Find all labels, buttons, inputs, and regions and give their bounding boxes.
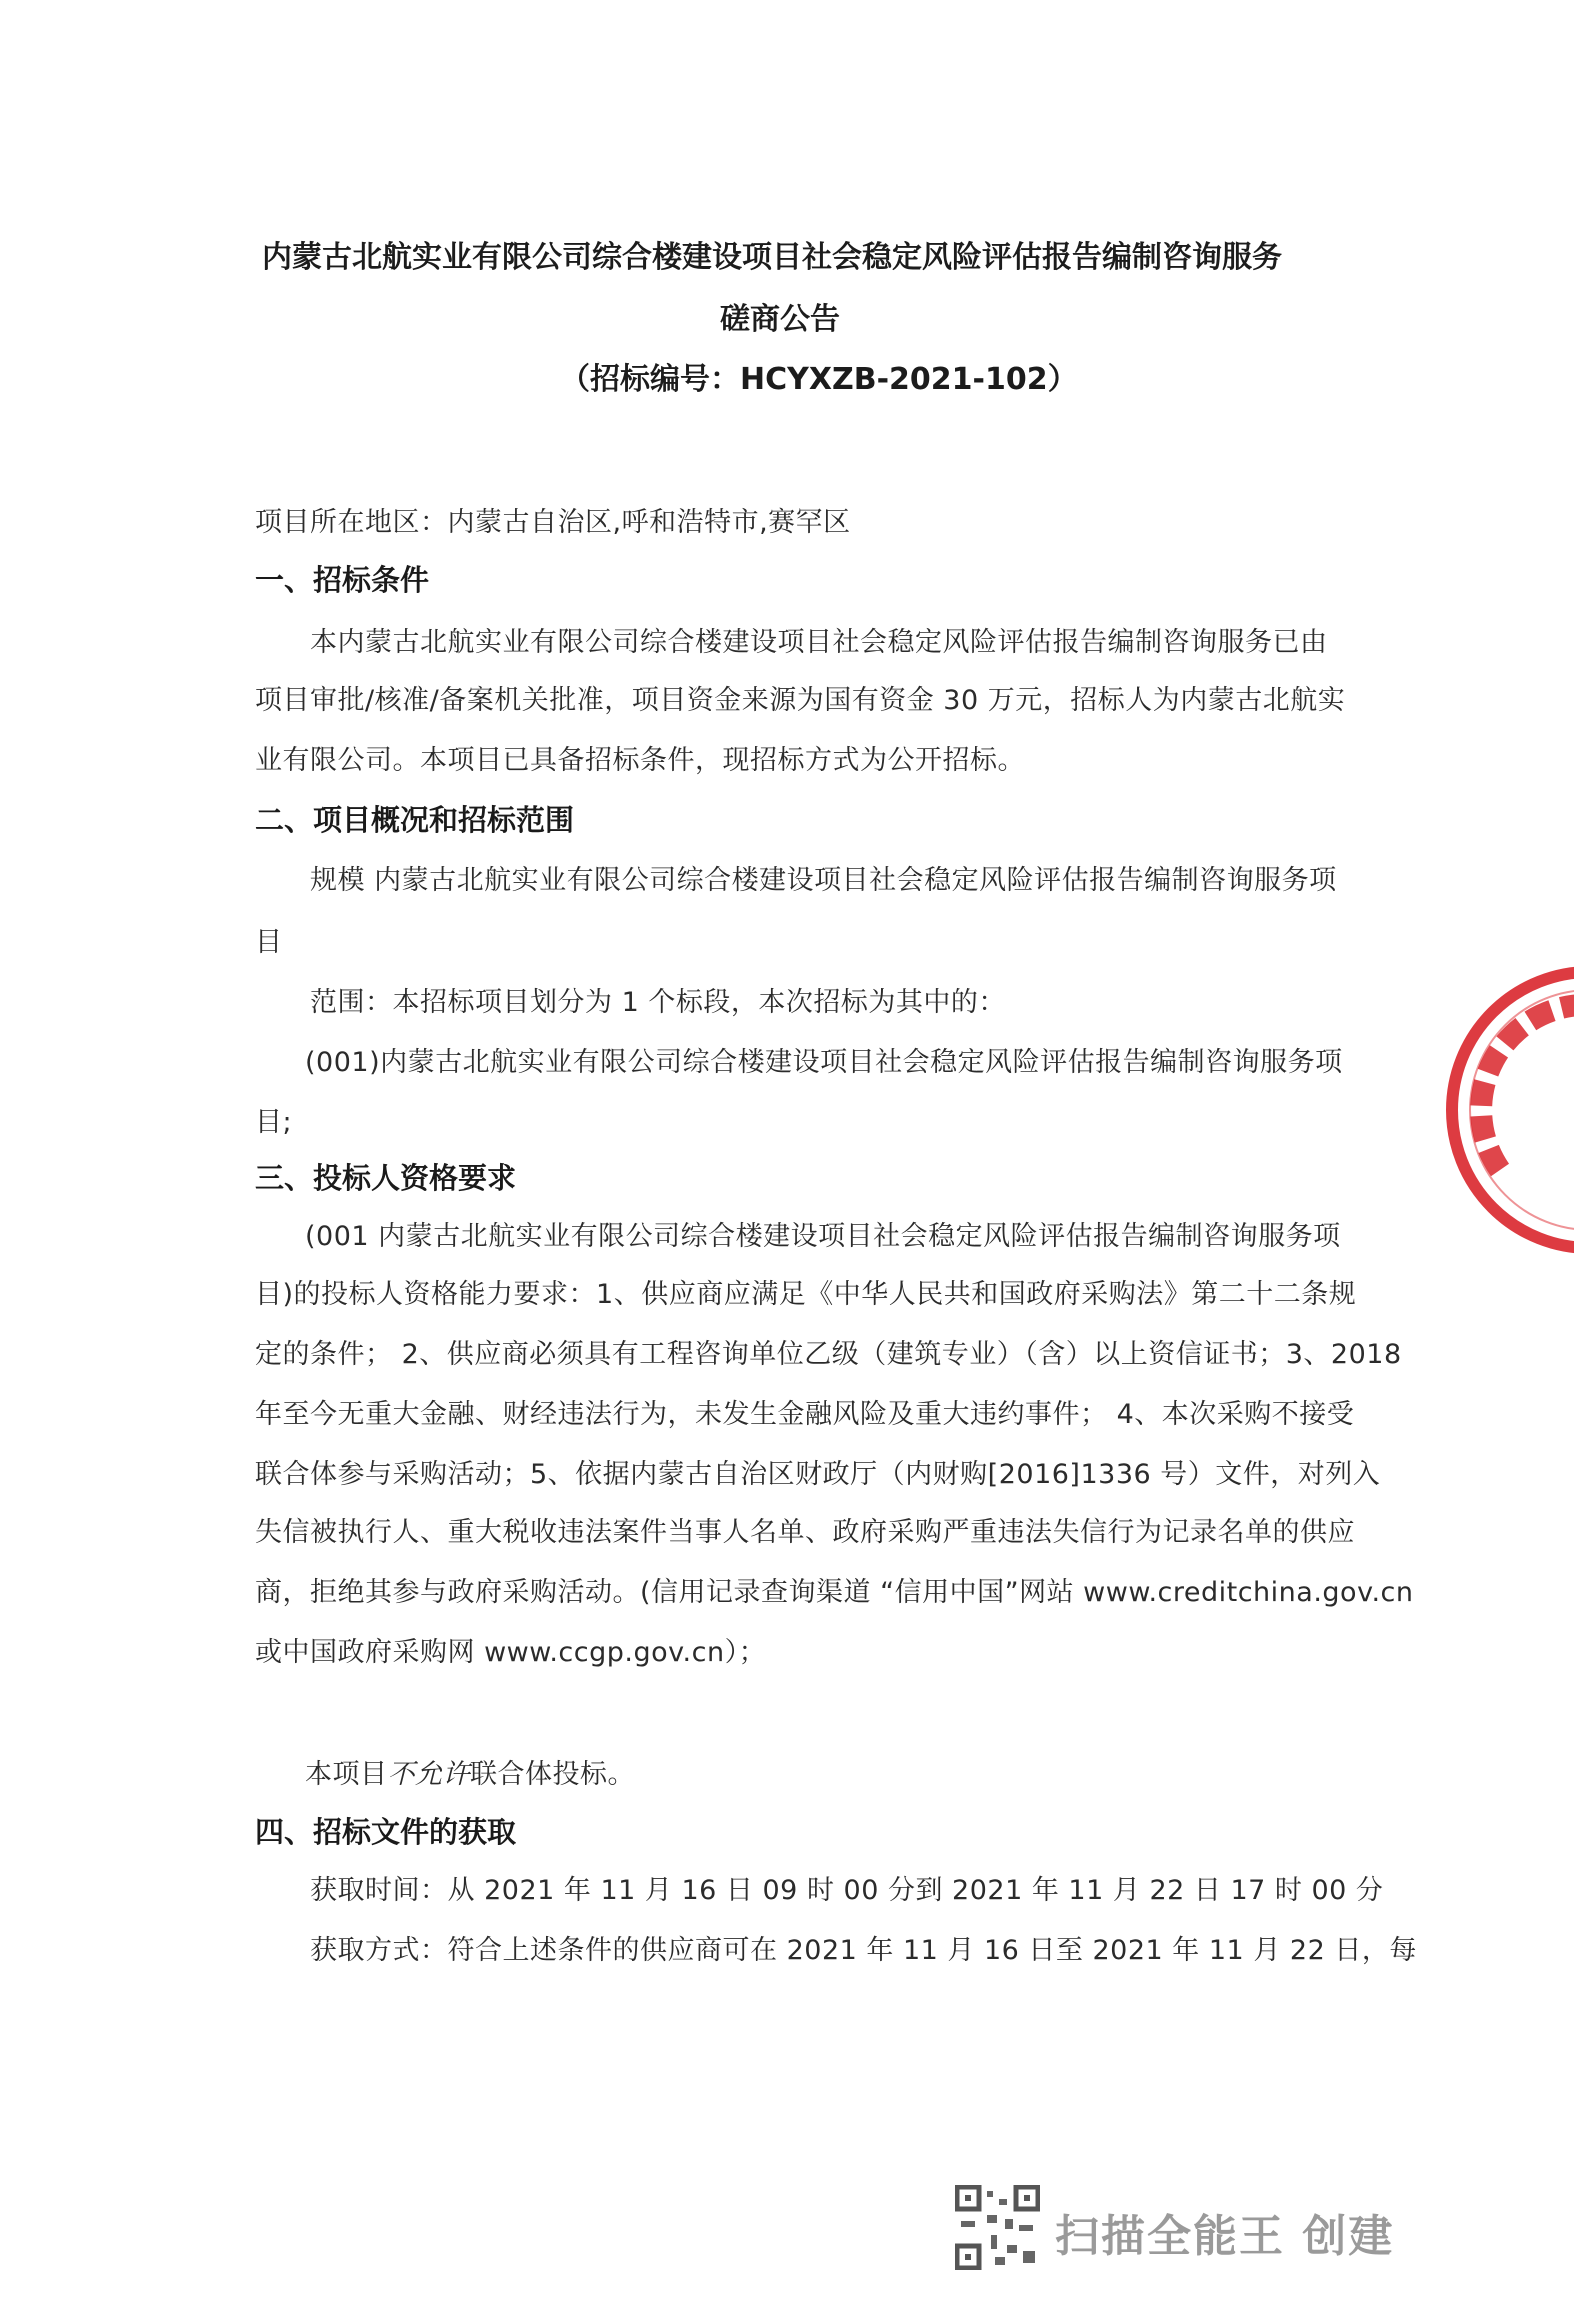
consortium-note	[305, 1752, 635, 1791]
section-3-line: 目)的投标人资格能力要求：1、供应商应满足《中华人民共和国政府采购法》第二十二条规	[255, 1279, 1357, 1310]
section-2-line: (001)内蒙古北航实业有限公司综合楼建设项目社会稳定风险评估报告编制咨询服务项	[305, 1047, 1343, 1078]
consortium-note-suffix: 联合体投标。	[470, 1759, 635, 1790]
consortium-note-emphasis: 不允许	[387, 1759, 470, 1790]
section-3-line: 联合体参与采购活动；5、依据内蒙古自治区财政厅（内财购[2016]1336 号）文件，对列入	[255, 1459, 1381, 1490]
company-seal-stamp	[1440, 960, 1574, 1260]
section-2-line: 范围：本招标项目划分为 1 个标段，本次招标为其中的：	[310, 987, 1006, 1018]
document-title-line-2: 磋商公告	[720, 302, 840, 337]
section-3-line: 或中国政府采购网 www.ccgp.gov.cn）；	[255, 1637, 767, 1668]
section-2-heading: 二、项目概况和招标范围	[255, 803, 575, 837]
section-3-line: (001 内蒙古北航实业有限公司综合楼建设项目社会稳定风险评估报告编制咨询服务项	[305, 1221, 1341, 1252]
scanner-watermark: 扫描全能王 创建	[1055, 2211, 1395, 2262]
consortium-note-prefix: 本项目	[305, 1759, 388, 1790]
section-3-line: 定的条件； 2、供应商必须具有工程咨询单位乙级（建筑专业）（含）以上资信证书；3、2018	[255, 1339, 1402, 1370]
section-4-heading: 四、招标文件的获取	[255, 1815, 517, 1849]
document-title-line-1: 内蒙古北航实业有限公司综合楼建设项目社会稳定风险评估报告编制咨询服务	[262, 240, 1282, 275]
section-2-line: 目;	[255, 1107, 293, 1138]
section-3-line: 年至今无重大金融、财经违法行为，未发生金融风险及重大违约事件； 4、本次采购不接受	[255, 1399, 1355, 1430]
section-3-heading: 三、投标人资格要求	[255, 1161, 517, 1195]
qr-code-icon	[955, 2185, 1040, 2270]
acquisition-time: 获取时间：从 2021 年 11 月 16 日 09 时 00 分到 2021 年 11 月 22 日 17 时 00 分	[310, 1875, 1384, 1906]
section-3-line: 失信被执行人、重大税收违法案件当事人名单、政府采购严重违法失信行为记录名单的供应	[255, 1517, 1355, 1548]
bid-number: （招标编号：HCYXZB-2021-102）	[560, 362, 1078, 397]
section-3-line: 商，拒绝其参与政府采购活动。(信用记录查询渠道 “信用中国”网站 www.creditchina.gov.cn	[255, 1577, 1414, 1608]
section-2-line: 规模 内蒙古北航实业有限公司综合楼建设项目社会稳定风险评估报告编制咨询服务项	[310, 865, 1337, 896]
section-1-line: 业有限公司。本项目已具备招标条件，现招标方式为公开招标。	[255, 745, 1025, 776]
section-1-heading: 一、招标条件	[255, 563, 430, 597]
section-1-line: 项目审批/核准/备案机关批准，项目资金来源为国有资金 30 万元，招标人为内蒙古北航实	[255, 685, 1346, 716]
section-1-line: 本内蒙古北航实业有限公司综合楼建设项目社会稳定风险评估报告编制咨询服务已由	[310, 627, 1328, 658]
project-location: 项目所在地区：内蒙古自治区,呼和浩特市,赛罕区	[255, 507, 851, 538]
section-2-line: 目	[255, 927, 283, 958]
acquisition-method: 获取方式：符合上述条件的供应商可在 2021 年 11 月 16 日至 2021 年 11 月 22 日，每	[310, 1935, 1417, 1966]
